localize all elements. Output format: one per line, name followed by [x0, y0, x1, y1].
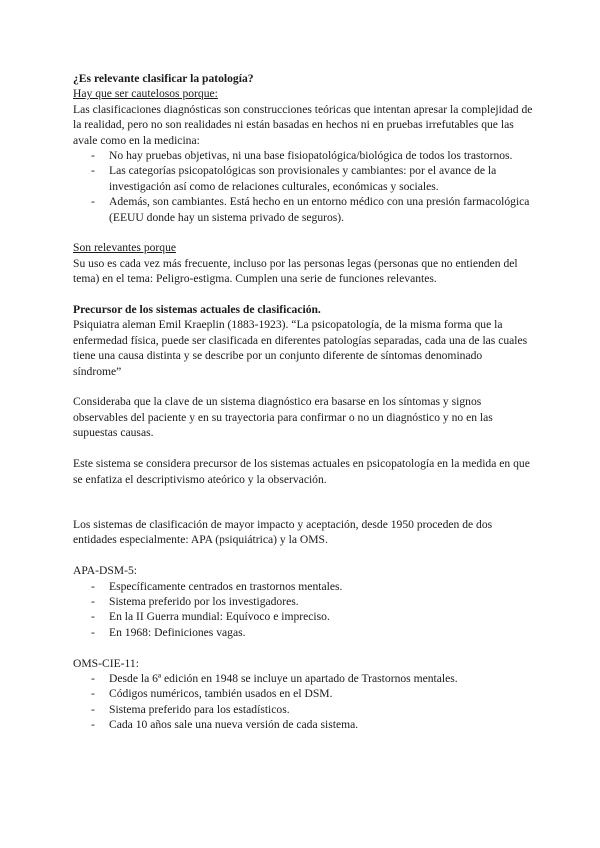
- list-item: - Específicamente centrados en trastornos mentales.: [109, 579, 533, 594]
- relevant-title: Son relevantes porque: [73, 241, 177, 255]
- heading-precursor: Precursor de los sistemas actuales de clasificación.: [73, 303, 321, 317]
- caution-intro: Las clasificaciones diagnósticas son construcciones teóricas que intentan apresar la complejidad de la realidad, pero no son realidades ni están basadas en hechos ni en pruebas irrefutables que las avale como en la medicina:: [73, 102, 533, 147]
- caution-title: Hay que ser cautelosos porque:: [73, 87, 218, 101]
- list-item: - Cada 10 años sale una nueva versión de cada sistema.: [109, 717, 533, 732]
- oms-list: [73, 671, 533, 733]
- list-item: - En 1968: Definiciones vagas.: [109, 625, 533, 640]
- list-item: - Las categorías psicopatológicas son provisionales y cambiantes: por el avance de la investigación así como de relaciones culturales, económicas y sociales.: [109, 163, 533, 194]
- systems-paragraph: Los sistemas de clasificación de mayor impacto y aceptación, desde 1950 proceden de dos entidades especialmente: APA (psiquiátrica) y la OMS.: [73, 517, 493, 547]
- list-item: - No hay pruebas objetivas, ni una base fisiopatológica/biológica de todos los trastornos.: [109, 148, 533, 163]
- heading-relevance: ¿Es relevante clasificar la patología?: [73, 72, 254, 85]
- precursor-paragraph: Este sistema se considera precursor de los sistemas actuales en psicopatología en la medida en que se enfatiza el descriptivismo ateórico y la observación.: [73, 457, 530, 486]
- apa-list: [73, 579, 533, 641]
- kraepelin-paragraph: Psiquiatra aleman Emil Kraeplin (1883-1923). “La psicopatología, de la misma forma que la enfermedad física, puede ser clasificada en diferentes patologías separadas, cada una de las cuales tiene una causa distinta y se describe por un conjunto diferente de síntomas denominado síndrome”: [73, 318, 528, 378]
- relevant-text: Su uso es cada vez más frecuente, incluso por las personas legas (personas que no entienden del tema) en el tema: Peligro-estigma. Cumplen una serie de funciones relevantes.: [73, 256, 518, 286]
- consider-paragraph: Consideraba que la clave de un sistema diagnóstico era basarse en los síntomas y signos observables del paciente y en su trayectoria para confirmar o no un diagnóstico y no en las supuestas causas.: [73, 395, 493, 440]
- list-item: - En la II Guerra mundial: Equívoco e impreciso.: [109, 609, 533, 624]
- caution-list: [73, 148, 533, 225]
- apa-title: APA-DSM-5:: [73, 564, 137, 578]
- document-page: [73, 71, 533, 733]
- list-item: - Códigos numéricos, también usados en el DSM.: [109, 686, 533, 701]
- list-item: - Sistema preferido por los investigadores.: [109, 594, 533, 609]
- list-item: - Desde la 6ª edición en 1948 se incluye un apartado de Trastornos mentales.: [109, 671, 533, 686]
- list-item: - Sistema preferido para los estadísticos.: [109, 702, 533, 717]
- list-item: - Además, son cambiantes. Está hecho en un entorno médico con una presión farmacológica (EEUU donde hay un sistema privado de seguros).: [109, 194, 533, 225]
- oms-title: OMS-CIE-11:: [73, 656, 139, 670]
